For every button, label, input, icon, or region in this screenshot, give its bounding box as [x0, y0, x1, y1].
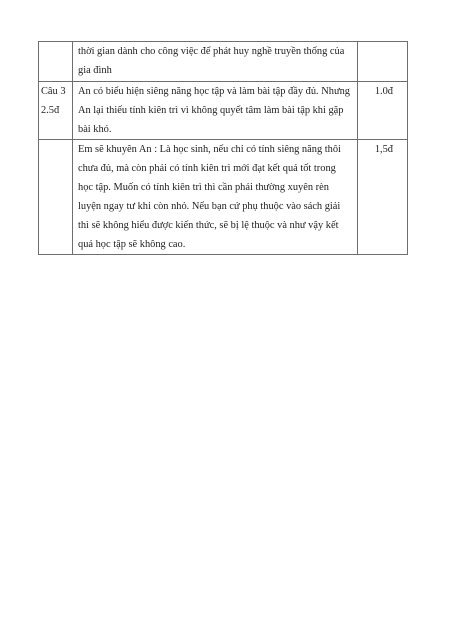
answer-key-table: [38, 41, 408, 255]
content-cell: [73, 140, 358, 255]
table-row: [39, 42, 408, 82]
score-value: 1,5đ: [374, 144, 393, 155]
question-cell: [39, 82, 73, 140]
content-cell: [73, 42, 358, 82]
question-cell: [39, 42, 73, 82]
question-label: Câu 3: [41, 86, 66, 97]
question-cell: [39, 140, 73, 255]
question-points: 2.5đ: [41, 105, 60, 116]
score-cell: [358, 140, 408, 255]
table-row: [39, 140, 408, 255]
content-cell: [73, 82, 358, 140]
score-cell: [358, 42, 408, 82]
answer-text: An có biểu hiện siêng năng học tập và làm bài tập đầy đủ. Nhưng An lại thiếu tính kiên trì vì không quyết tâm làm bài tập khi gặp bài khó.: [78, 86, 350, 135]
table-row: [39, 82, 408, 140]
score-cell: [358, 82, 408, 140]
answer-text: thời gian dành cho công việc để phát huy nghề truyền thống của gia đình: [78, 46, 345, 76]
answer-text: Em sẽ khuyên An : Là học sinh, nếu chỉ có tính siêng năng thôi chưa đủ, mà còn phải có tính kiên trì mới đạt kết quả tốt trong học tập. Muốn có tính kiên trì thì cần phải thường xuyên rèn luyện ngay tư khi còn nhỏ. Nếu bạn cứ phụ thuộc vào sách giải thì sẽ không hiểu được kiến thức, sẽ bị lệ thuộc và như vậy kết quả học tập sẽ không cao.: [78, 144, 341, 250]
score-value: 1.0đ: [374, 86, 393, 97]
